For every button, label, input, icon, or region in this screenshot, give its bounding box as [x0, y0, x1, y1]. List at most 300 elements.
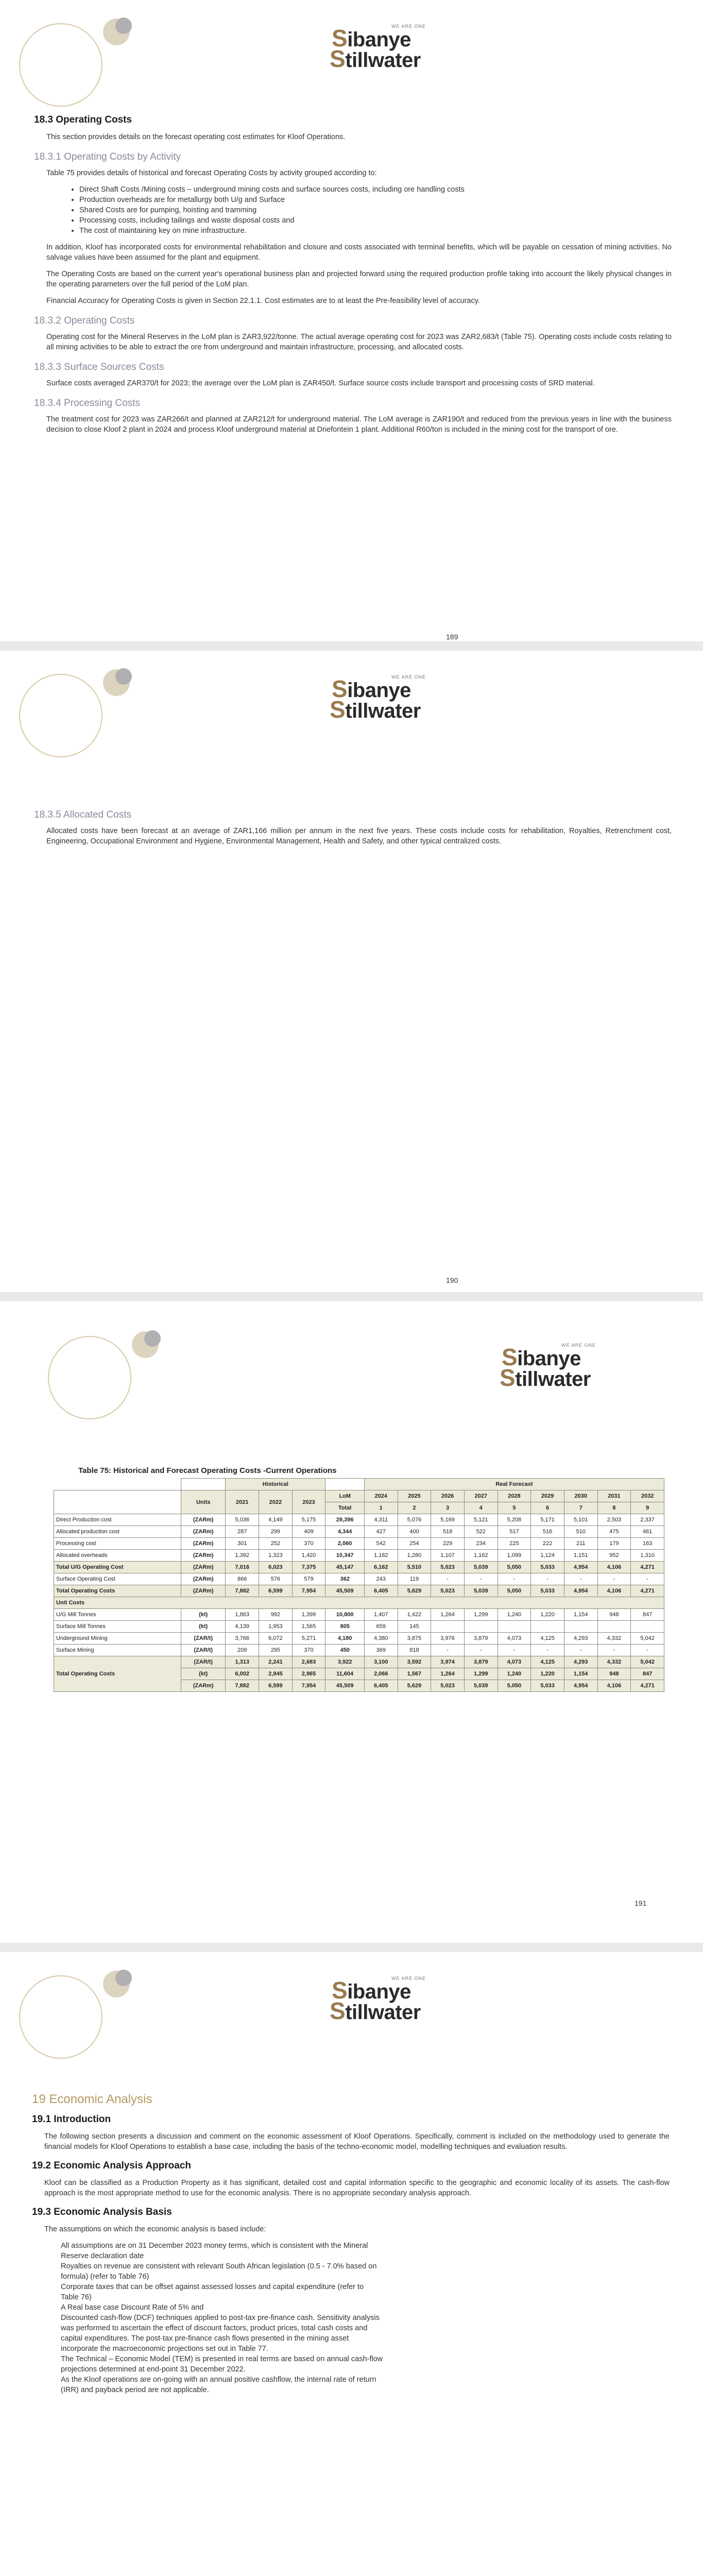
- table-cell: -: [464, 1645, 498, 1656]
- assumption-line: (IRR) and payback period are not applicable.: [61, 2386, 209, 2394]
- table-cell: 4,954: [564, 1680, 597, 1692]
- assumption-line: A Real base case Discount Rate of 5% and: [61, 2303, 204, 2312]
- table-cell: 4,106: [597, 1585, 631, 1597]
- table-cell: 5,076: [398, 1514, 431, 1526]
- table-cell: 7,016: [226, 1562, 259, 1573]
- table-cell: 5,271: [292, 1633, 325, 1645]
- row-unit: (kt): [181, 1668, 226, 1680]
- table-cell: [464, 1621, 498, 1633]
- header-year: 2026: [431, 1490, 465, 1502]
- table-cell: -: [564, 1573, 597, 1585]
- table-cell: [564, 1621, 597, 1633]
- approach-paragraph: Kloof can be classified as a Production Property as it has significant, detailed cost and capital information specific to the geographic and economic locality of its assets. The cash-flow approach is the most appropriate method to use for the economic analysis. There is no appropriate secondary analysis approach.: [44, 2179, 670, 2197]
- table-cell: 1,162: [464, 1550, 498, 1562]
- header-index: 4: [464, 1502, 498, 1514]
- table-cell: 400: [398, 1526, 431, 1538]
- row-unit: (ZARm): [181, 1514, 226, 1526]
- heading-introduction: 19.1 Introduction: [32, 2114, 111, 2125]
- table-cell: -: [631, 1573, 664, 1585]
- table-cell: 1,422: [398, 1609, 431, 1621]
- table-cell: -: [431, 1573, 465, 1585]
- table-cell: -: [498, 1645, 531, 1656]
- table-cell: 6,405: [364, 1680, 398, 1692]
- table-cell: 517: [498, 1526, 531, 1538]
- row-unit: (ZARm): [181, 1550, 226, 1562]
- row-label: Allocated overheads: [54, 1550, 181, 1562]
- table-cell: 4,180: [325, 1633, 365, 1645]
- table-cell: 948: [597, 1668, 631, 1680]
- table-cell: 45,509: [325, 1680, 365, 1692]
- table-cell: 234: [464, 1538, 498, 1550]
- assumption-line: Discounted cash-flow (DCF) techniques applied to post-tax pre-finance cash. Sensitivity analysis: [61, 2314, 380, 2322]
- table-cell: 2,683: [292, 1656, 325, 1668]
- table-cell: 209: [226, 1645, 259, 1656]
- surface-cost-paragraph: Surface costs averaged ZAR370/t for 2023; the average over the LoM plan is ZAR450/t. Surface source costs include transport and processing costs of SRD material.: [46, 379, 595, 387]
- table-cell: 2,241: [259, 1656, 293, 1668]
- table-cell: -: [464, 1573, 498, 1585]
- header-year: 2024: [364, 1490, 398, 1502]
- header-index: 1: [364, 1502, 398, 1514]
- header-year: 2031: [597, 1490, 631, 1502]
- table-cell: 4,271: [631, 1562, 664, 1573]
- row-unit: (ZARm): [181, 1526, 226, 1538]
- table-cell: 1,154: [564, 1668, 597, 1680]
- table-cell: 4,332: [597, 1633, 631, 1645]
- table-cell: 252: [259, 1538, 293, 1550]
- table-cell: 2,337: [631, 1514, 664, 1526]
- list-item: • Shared Costs are for pumping, hoisting and tramming: [79, 205, 672, 215]
- table-cell: [431, 1621, 465, 1633]
- heading-economic-analysis-basis: 19.3 Economic Analysis Basis: [32, 2207, 172, 2217]
- page-number: 190: [446, 1276, 458, 1284]
- header-year: 2023: [292, 1490, 325, 1514]
- table-cell: [597, 1621, 631, 1633]
- table-cell: 4,380: [364, 1633, 398, 1645]
- table-cell: 4,954: [564, 1585, 597, 1597]
- table-cell: 301: [226, 1538, 259, 1550]
- page-191: [0, 1301, 703, 1943]
- table-cell: 4,106: [597, 1562, 631, 1573]
- table-cell: 1,099: [498, 1550, 531, 1562]
- row-unit: (kt): [181, 1609, 226, 1621]
- table-cell: 5,042: [631, 1633, 664, 1645]
- basis-paragraph: The assumptions on which the economic analysis is based include:: [44, 2225, 266, 2233]
- list-item: • Processing costs, including tailings and waste disposal costs and: [79, 215, 672, 226]
- assumption-line: capital expenditures. The post-tax pre-finance cash flows presented in the mining asset: [61, 2334, 349, 2343]
- table-cell: 522: [464, 1526, 498, 1538]
- table-row: [54, 1633, 664, 1645]
- table-cell: 3,976: [431, 1633, 465, 1645]
- table-cell: 7,882: [226, 1680, 259, 1692]
- assumption-line: All assumptions are on 31 December 2023 money terms, which is consistent with the Mineral: [61, 2242, 368, 2250]
- header-index: 2: [398, 1502, 431, 1514]
- table-cell: -: [631, 1645, 664, 1656]
- table-cell: 1,220: [531, 1609, 564, 1621]
- row-unit: (ZARm): [181, 1538, 226, 1550]
- table-row: [54, 1656, 664, 1668]
- table-row: [54, 1538, 664, 1550]
- decorative-circles-icon: [15, 660, 149, 763]
- table-cell: 3,592: [398, 1656, 431, 1668]
- table-cell: 6,162: [364, 1562, 398, 1573]
- table-cell: 295: [259, 1645, 293, 1656]
- header-year: 2027: [464, 1490, 498, 1502]
- table-cell: 4,344: [325, 1526, 365, 1538]
- table-cell: 2,066: [364, 1668, 398, 1680]
- table-cell: 1,299: [464, 1668, 498, 1680]
- assumption-line: was performed to ascertain the effect of discount factors, product prices, total cash costs and: [61, 2324, 368, 2332]
- table-cell: 516: [531, 1526, 564, 1538]
- table-cell: 1,407: [364, 1609, 398, 1621]
- table-cell: 1,124: [531, 1550, 564, 1562]
- table-intro-paragraph: Table 75 provides details of historical and forecast Operating Costs by activity grouped according to:: [46, 169, 377, 177]
- table-title: Table 75: Historical and Forecast Operating Costs -Current Operations: [78, 1466, 337, 1475]
- table-cell: 1,182: [364, 1550, 398, 1562]
- table-cell: 4,271: [631, 1680, 664, 1692]
- table-cell: 7,954: [292, 1585, 325, 1597]
- list-item: • Production overheads are for metallurgy both U/g and Surface: [79, 195, 672, 205]
- table-cell: 4,332: [597, 1656, 631, 1668]
- table-cell: 5,042: [631, 1656, 664, 1668]
- processing-cost-paragraph: The treatment cost for 2023 was ZAR266/t and planned at ZAR212/t for underground material. The LoM average is ZAR190/t and reduced from the previous years in line with the business decision to close Kloof 2 plant in 2024 and process Kloof underground material at Driefontein 1 plant. Additional R60/ton is included in the mining cost for the transport of ore.: [46, 415, 672, 434]
- table-cell: 7,375: [292, 1562, 325, 1573]
- table-cell: 5,023: [431, 1562, 465, 1573]
- table-cell: 5,629: [398, 1585, 431, 1597]
- table-cell: 5,033: [531, 1585, 564, 1597]
- list-item: • The cost of maintaining key on mine infrastructure.: [79, 226, 672, 236]
- table-cell: 1,151: [564, 1550, 597, 1562]
- heading-economic-analysis: 19 Economic Analysis: [32, 2092, 152, 2106]
- table-cell: 45,509: [325, 1585, 365, 1597]
- accuracy-paragraph: Financial Accuracy for Operating Costs is given in Section 22.1.1. Cost estimates are to at least the Pre-feasibility level of accuracy.: [46, 297, 480, 305]
- sibanye-stillwater-logo: WE ARE ONE Sibanye Stillwater: [330, 24, 426, 72]
- table-cell: 6,072: [259, 1633, 293, 1645]
- header-units: Units: [181, 1490, 226, 1514]
- table-cell: -: [597, 1645, 631, 1656]
- table-cell: [531, 1621, 564, 1633]
- table-cell: 510: [564, 1526, 597, 1538]
- assumption-line: Table 76): [61, 2293, 92, 2301]
- row-unit: (kt): [181, 1621, 226, 1633]
- table-cell: 579: [292, 1573, 325, 1585]
- table-cell: 5,050: [498, 1562, 531, 1573]
- row-label: Total U/G Operating Cost: [54, 1562, 181, 1573]
- table-cell: 5,171: [531, 1514, 564, 1526]
- table-cell: 475: [597, 1526, 631, 1538]
- table-cell: 5,510: [398, 1562, 431, 1573]
- header-index: 5: [498, 1502, 531, 1514]
- sibanye-stillwater-logo: WE ARE ONE Sibanye Stillwater: [330, 1976, 426, 2024]
- table-row: [54, 1526, 664, 1538]
- table-cell: 5,036: [226, 1514, 259, 1526]
- table-cell: 1,565: [292, 1621, 325, 1633]
- table-cell: 287: [226, 1526, 259, 1538]
- table-cell: 4,106: [597, 1680, 631, 1692]
- table-cell: 1,107: [431, 1550, 465, 1562]
- table-cell: 1,310: [631, 1550, 664, 1562]
- row-label: Surface Mining: [54, 1645, 181, 1656]
- table-cell: 5,050: [498, 1680, 531, 1692]
- header-historical: Historical: [226, 1479, 325, 1490]
- header-total: Total: [325, 1502, 365, 1514]
- table-cell: 5,039: [464, 1562, 498, 1573]
- heading-allocated-costs: 18.3.5 Allocated Costs: [34, 809, 132, 820]
- table-cell: 1,399: [292, 1609, 325, 1621]
- table-cell: 3,974: [431, 1656, 465, 1668]
- assumption-line: The Technical – Economic Model (TEM) is presented in real terms are based on annual cash-flow: [61, 2355, 383, 2363]
- table-cell: 163: [631, 1538, 664, 1550]
- table-cell: 4,954: [564, 1562, 597, 1573]
- table-cell: 5,208: [498, 1514, 531, 1526]
- plan-paragraph: The Operating Costs are based on the current year's operational business plan and projected forward using the required production profile taking into account the likely physical changes in the operating parameters over the full period of the LoM plan.: [46, 270, 672, 289]
- table-cell: 576: [259, 1573, 293, 1585]
- decorative-circles-icon: [15, 1961, 149, 2064]
- table-cell: -: [564, 1645, 597, 1656]
- assumption-line: incorporate the macroeconomic projections set out in Table 77.: [61, 2345, 268, 2353]
- table-cell: 4,293: [564, 1656, 597, 1668]
- table-cell: 11,604: [325, 1668, 365, 1680]
- table-cell: 3,766: [226, 1633, 259, 1645]
- assumption-line: As the Kloof operations are on-going with an annual positive cashflow, the internal rate of return: [61, 2376, 376, 2384]
- table-cell: 1,240: [498, 1668, 531, 1680]
- table-cell: 7,882: [226, 1585, 259, 1597]
- table-cell: 1,264: [431, 1609, 465, 1621]
- table-cell: 461: [631, 1526, 664, 1538]
- header-index: 3: [431, 1502, 465, 1514]
- table-cell: 5,175: [292, 1514, 325, 1526]
- table-cell: 370: [292, 1645, 325, 1656]
- table-cell: 3,879: [464, 1633, 498, 1645]
- header-year: 2032: [631, 1490, 664, 1502]
- header-year: 2028: [498, 1490, 531, 1502]
- heading-processing-costs: 18.3.4 Processing Costs: [34, 398, 140, 409]
- table-cell: 5,169: [431, 1514, 465, 1526]
- row-unit: (ZAR/t): [181, 1633, 226, 1645]
- row-unit: (ZARm): [181, 1585, 226, 1597]
- table-cell: 5,121: [464, 1514, 498, 1526]
- table-cell: 1,313: [226, 1656, 259, 1668]
- header-year: 2030: [564, 1490, 597, 1502]
- row-unit: (ZAR/t): [181, 1645, 226, 1656]
- row-label: Allocated production cost: [54, 1526, 181, 1538]
- table-cell: 1,323: [259, 1550, 293, 1562]
- table-cell: 952: [597, 1550, 631, 1562]
- table-cell: 3,100: [364, 1656, 398, 1668]
- header-index: 8: [597, 1502, 631, 1514]
- sibanye-stillwater-logo: WE ARE ONE Sibanye Stillwater: [500, 1343, 596, 1391]
- table-row: [54, 1550, 664, 1562]
- table-cell: 4,139: [226, 1621, 259, 1633]
- row-unit: (ZAR/t): [181, 1656, 226, 1668]
- table-cell: 1,264: [431, 1668, 465, 1680]
- table-cell: 2,965: [292, 1668, 325, 1680]
- table-cell: 1,240: [498, 1609, 531, 1621]
- table-cell: 299: [259, 1526, 293, 1538]
- table-cell: 518: [431, 1526, 465, 1538]
- row-label: Total Operating Costs: [54, 1585, 181, 1597]
- table-cell: -: [431, 1645, 465, 1656]
- table-cell: 4,311: [364, 1514, 398, 1526]
- table-cell: 5,033: [531, 1680, 564, 1692]
- page-number: 191: [635, 1899, 647, 1907]
- table-cell: 818: [398, 1645, 431, 1656]
- table-cell: 1,392: [226, 1550, 259, 1562]
- table-cell: 4,149: [259, 1514, 293, 1526]
- table-row: [54, 1514, 664, 1526]
- table-cell: 229: [431, 1538, 465, 1550]
- table-cell: 5,033: [531, 1562, 564, 1573]
- header-year: 2022: [259, 1490, 293, 1514]
- table-cell: 1,154: [564, 1609, 597, 1621]
- table-row: [54, 1645, 664, 1656]
- header-index: 7: [564, 1502, 597, 1514]
- table-cell: 179: [597, 1538, 631, 1550]
- page-189: [0, 0, 703, 641]
- table-cell: 1,567: [398, 1668, 431, 1680]
- page-number: 189: [446, 633, 458, 641]
- row-label: Direct Production cost: [54, 1514, 181, 1526]
- table-cell: -: [531, 1573, 564, 1585]
- table-cell: 28,396: [325, 1514, 365, 1526]
- decorative-circles-icon: [44, 1322, 178, 1425]
- assumption-line: formula) (refer to Table 76): [61, 2273, 149, 2281]
- row-unit: (ZARm): [181, 1573, 226, 1585]
- table-cell: 805: [325, 1621, 365, 1633]
- table-cell: 5,023: [431, 1585, 465, 1597]
- table-cell: -: [597, 1573, 631, 1585]
- table-cell: 5,039: [464, 1680, 498, 1692]
- list-item: • Direct Shaft Costs /Mining costs – underground mining costs and surface sources costs, including ore handling costs: [79, 184, 672, 195]
- table-cell: 1,953: [259, 1621, 293, 1633]
- table-cell: 5,023: [431, 1680, 465, 1692]
- table-cell: 222: [531, 1538, 564, 1550]
- heading-economic-analysis-approach: 19.2 Economic Analysis Approach: [32, 2160, 192, 2171]
- table-cell: 1,863: [226, 1609, 259, 1621]
- table-row: [54, 1621, 664, 1633]
- table-cell: 2,945: [259, 1668, 293, 1680]
- table-cell: 4,125: [531, 1633, 564, 1645]
- heading-operating-costs-sub: 18.3.2 Operating Costs: [34, 315, 135, 326]
- table-cell: 4,125: [531, 1656, 564, 1668]
- operating-cost-paragraph: Operating cost for the Mineral Reserves in the LoM plan is ZAR3,922/tonne. The actual average operating cost for 2023 was ZAR2,683/t (Table 75). Operating costs include costs relating to all mining activities to be able to extract the ore from underground and maintain infrastructure, processing, and allocated costs.: [46, 333, 672, 351]
- table-cell: 362: [325, 1573, 365, 1585]
- table-row: [54, 1573, 664, 1585]
- table-cell: 427: [364, 1526, 398, 1538]
- table-cell: 4,073: [498, 1633, 531, 1645]
- decorative-circles-icon: [15, 9, 149, 112]
- header-year: 2021: [226, 1490, 259, 1514]
- table-cell: 1,220: [531, 1668, 564, 1680]
- assumption-line: Royalties on revenue are consistent with relevant South African legislation (0.5 - 7.0% based on: [61, 2262, 377, 2270]
- header-index: 6: [531, 1502, 564, 1514]
- table-cell: 6,599: [259, 1680, 293, 1692]
- table-row: [54, 1562, 664, 1573]
- table-cell: 6,023: [259, 1562, 293, 1573]
- environment-paragraph: In addition, Kloof has incorporated costs for environmental rehabilitation and closure and costs associated with terminal benefits, which will be payable on cessation of mining activities. No salvage values have been assumed for the plant and equipment.: [46, 243, 672, 262]
- table-cell: 3,875: [398, 1633, 431, 1645]
- table-cell: 145: [398, 1621, 431, 1633]
- table-cell: 10,800: [325, 1609, 365, 1621]
- table-cell: 1,280: [398, 1550, 431, 1562]
- table-cell: 2,060: [325, 1538, 365, 1550]
- table-cell: 450: [325, 1645, 365, 1656]
- table-cell: 659: [364, 1621, 398, 1633]
- table-cell: 119: [398, 1573, 431, 1585]
- table-cell: 369: [364, 1645, 398, 1656]
- table-cell: 10,347: [325, 1550, 365, 1562]
- heading-operating-costs-by-activity: 18.3.1 Operating Costs by Activity: [34, 151, 181, 162]
- activity-list: [70, 184, 672, 236]
- heading-surface-sources-costs: 18.3.3 Surface Sources Costs: [34, 362, 164, 372]
- table-cell: 4,271: [631, 1585, 664, 1597]
- header-index: 9: [631, 1502, 664, 1514]
- assumption-line: Reserve declaration date: [61, 2252, 144, 2260]
- table-cell: 243: [364, 1573, 398, 1585]
- table-cell: 5,039: [464, 1585, 498, 1597]
- assumption-line: projections determined at end-point 31 December 2022.: [61, 2365, 246, 2374]
- operating-costs-table: [54, 1478, 664, 1692]
- table-cell: 992: [259, 1609, 293, 1621]
- table-cell: 225: [498, 1538, 531, 1550]
- table-row: [54, 1609, 664, 1621]
- header-year: 2029: [531, 1490, 564, 1502]
- table-cell: 4,073: [498, 1656, 531, 1668]
- row-label: Surface Mill Tonnes: [54, 1621, 181, 1633]
- header-lom: LoM: [325, 1490, 365, 1502]
- header-year: 2025: [398, 1490, 431, 1502]
- intro-paragraph: This section provides details on the forecast operating cost estimates for Kloof Operations.: [46, 133, 346, 141]
- table-cell: 370: [292, 1538, 325, 1550]
- table-cell: [631, 1621, 664, 1633]
- table-cell: 6,002: [226, 1668, 259, 1680]
- table-cell: [498, 1621, 531, 1633]
- table-cell: 45,147: [325, 1562, 365, 1573]
- table-cell: 3,879: [464, 1656, 498, 1668]
- table-row: [54, 1585, 664, 1597]
- row-label: Surface Operating Cost: [54, 1573, 181, 1585]
- table-cell: 5,101: [564, 1514, 597, 1526]
- table-cell: 2,503: [597, 1514, 631, 1526]
- header-real-forecast: Real Forecast: [364, 1479, 664, 1490]
- table-cell: 542: [364, 1538, 398, 1550]
- assumptions-list: [61, 2241, 670, 2395]
- table-cell: 254: [398, 1538, 431, 1550]
- table-cell: 847: [631, 1668, 664, 1680]
- table-cell: 5,629: [398, 1680, 431, 1692]
- row-label: Underground Mining: [54, 1633, 181, 1645]
- row-label: U/G Mill Tonnes: [54, 1609, 181, 1621]
- table-cell: 211: [564, 1538, 597, 1550]
- table-cell: -: [531, 1645, 564, 1656]
- page-192: [0, 1952, 703, 2576]
- row-label: Processing cost: [54, 1538, 181, 1550]
- total-operating-costs-label: Total Operating Costs: [54, 1656, 181, 1692]
- assumption-line: Corporate taxes that can be offset against assessed losses and capital expenditure (refer to: [61, 2283, 364, 2291]
- table-cell: -: [498, 1573, 531, 1585]
- table-cell: 6,599: [259, 1585, 293, 1597]
- row-unit: (ZARm): [181, 1680, 226, 1692]
- heading-operating-costs: 18.3 Operating Costs: [34, 114, 132, 125]
- table-cell: 3,922: [325, 1656, 365, 1668]
- table-cell: 948: [597, 1609, 631, 1621]
- table-cell: 7,954: [292, 1680, 325, 1692]
- allocated-cost-paragraph: Allocated costs have been forecast at an average of ZAR1,166 million per annum in the next five years. These costs include costs for rehabilitation, Royalties, Retrenchment cost, Engineering, Occupational Environment and Hygiene, Environmental Management, Health and Safety, and other typical centralized costs.: [46, 827, 672, 845]
- table-cell: 1,420: [292, 1550, 325, 1562]
- table-cell: 4,293: [564, 1633, 597, 1645]
- table-cell: 5,050: [498, 1585, 531, 1597]
- page-190: [0, 651, 703, 1292]
- table-cell: 847: [631, 1609, 664, 1621]
